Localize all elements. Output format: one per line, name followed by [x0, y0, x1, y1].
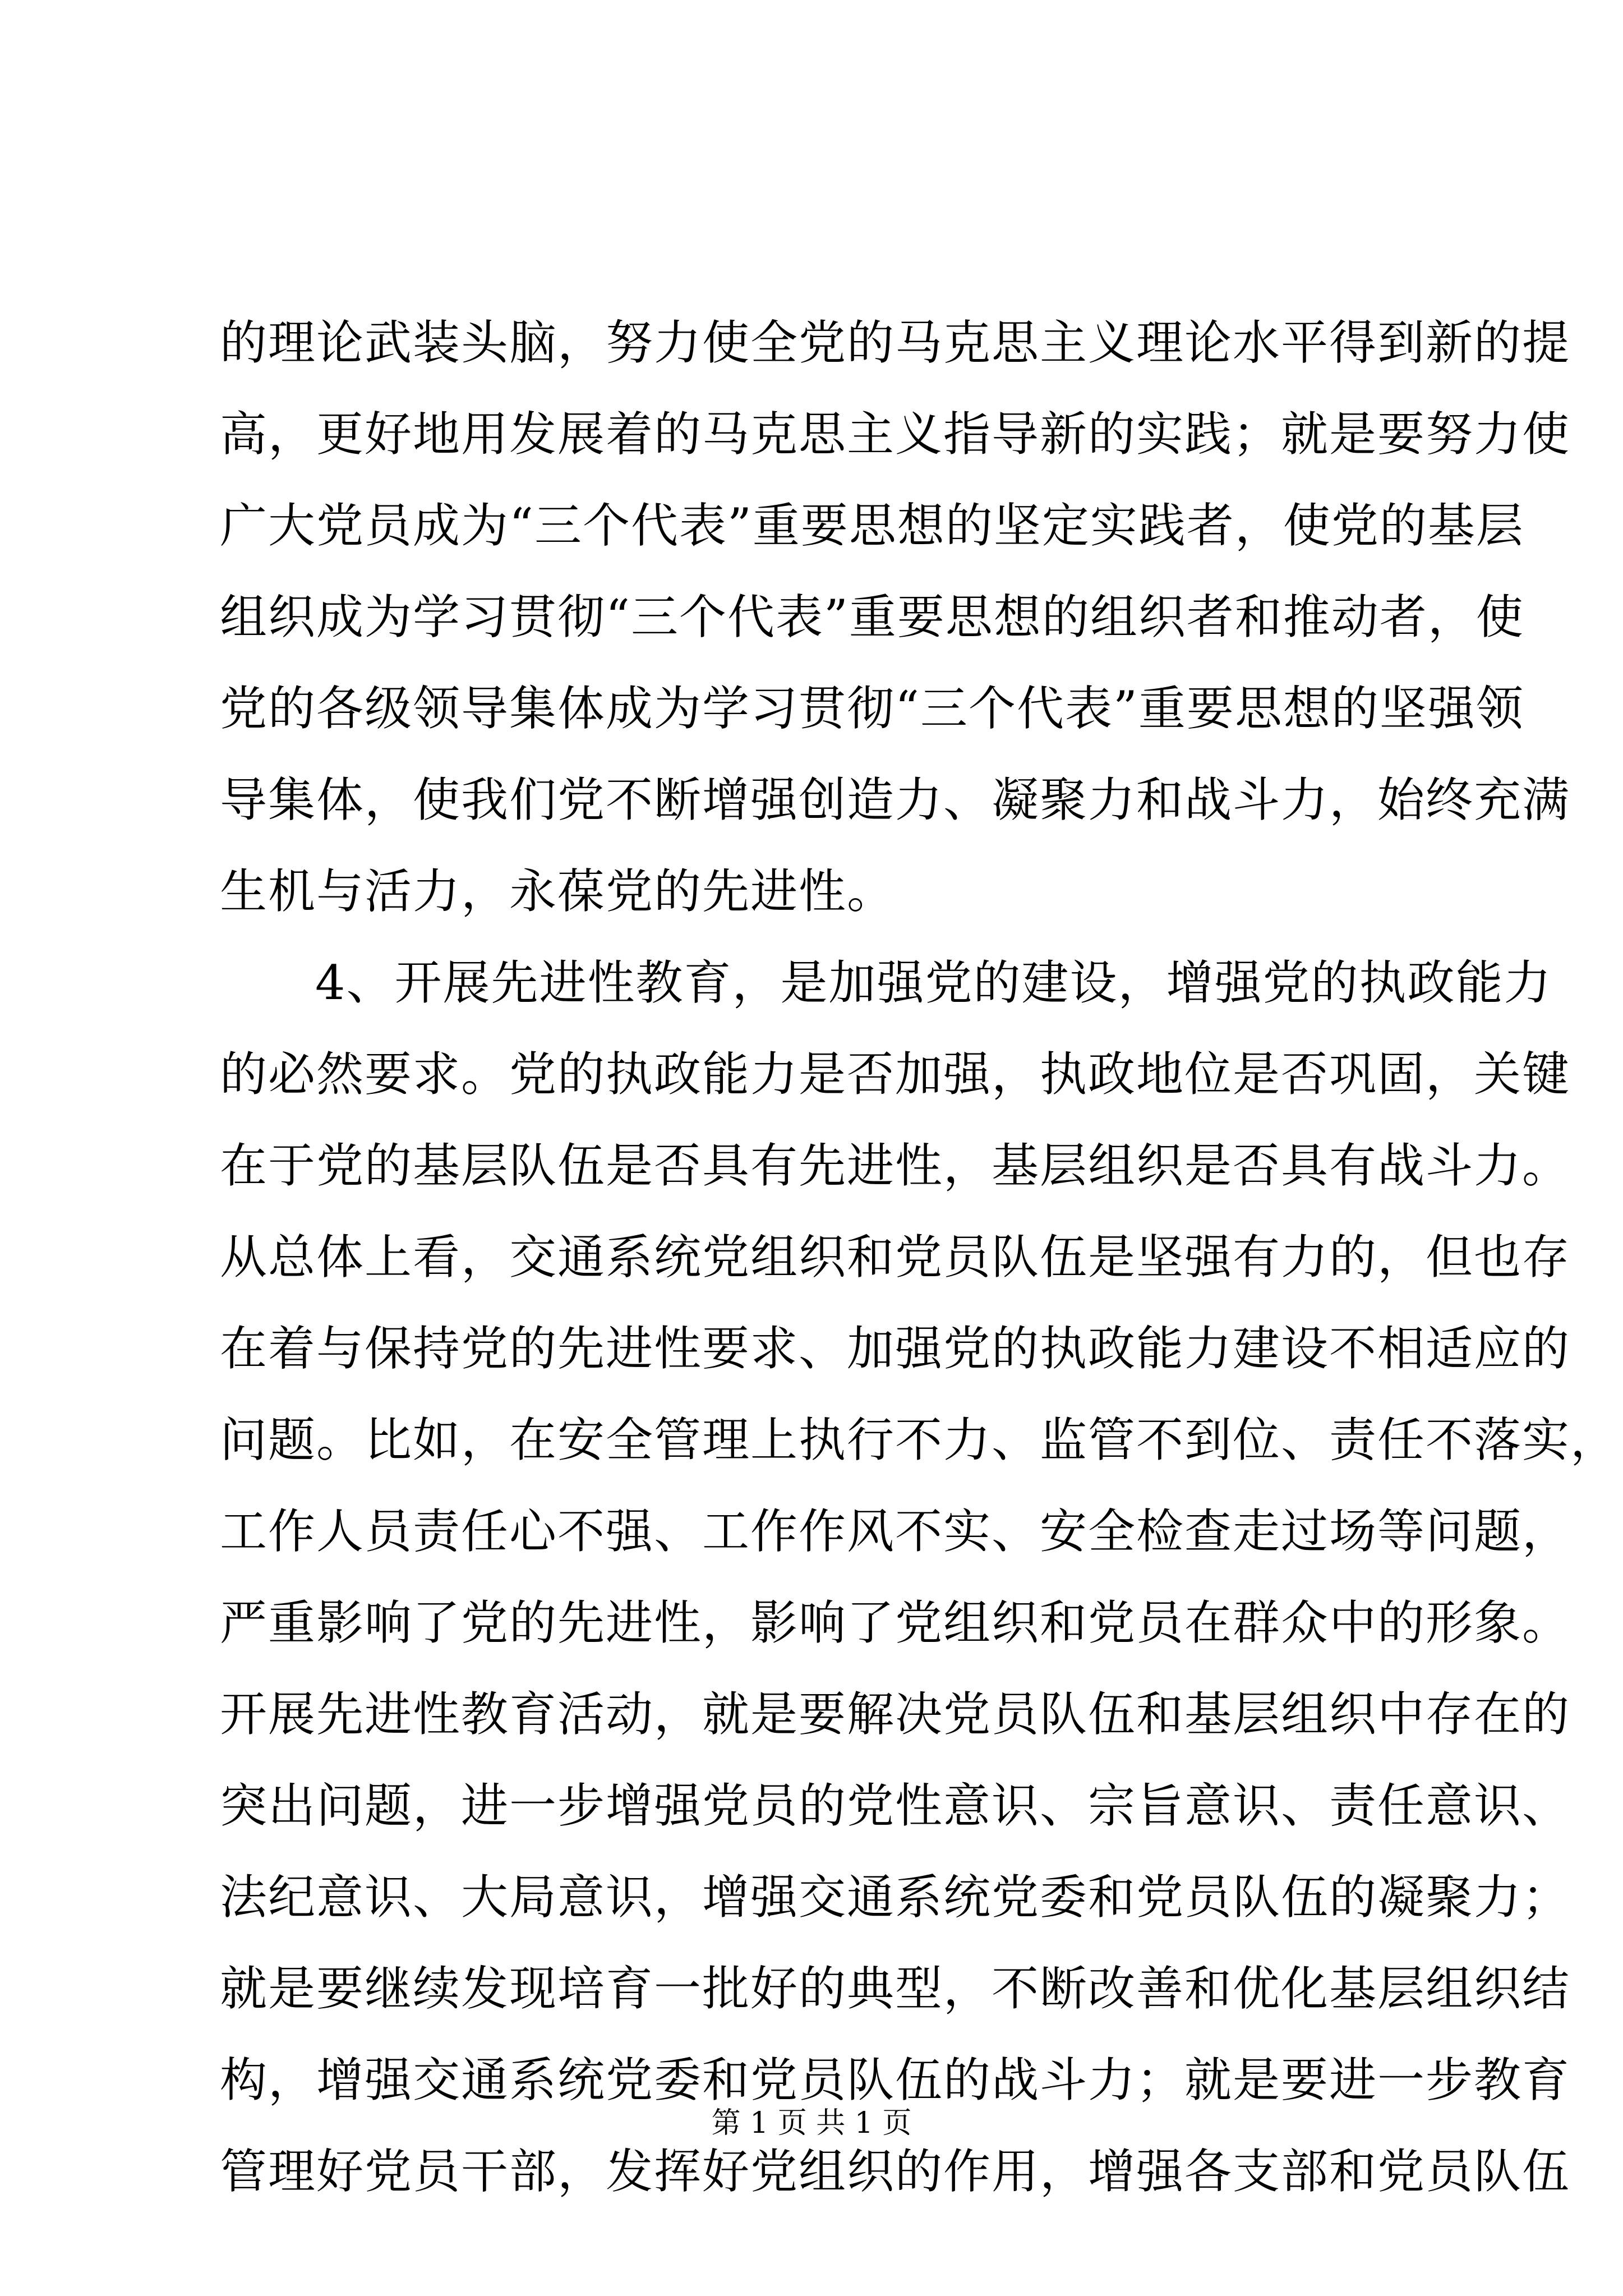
- page-footer: 第 1 页 共 1 页: [711, 2106, 912, 2140]
- text-line: 管理好党员干部，发挥好党组织的作用，增强各支部和党员队伍: [220, 2144, 1571, 2199]
- text-line: 导集体，使我们党不断增强创造力、凝聚力和战斗力，始终充满: [220, 772, 1571, 827]
- text-line: 从总体上看，交通系统党组织和党员队伍是坚强有力的，但也存: [220, 1230, 1571, 1285]
- text-line: 突出问题，进一步增强党员的党性意识、宗旨意识、责任意识、: [220, 1778, 1571, 1833]
- text-line: 在于党的基层队伍是否具有先进性，基层组织是否具有战斗力。: [220, 1138, 1571, 1193]
- text-line: 工作人员责任心不强、工作作风不实、安全检查走过场等问题，: [220, 1504, 1571, 1559]
- text-line: 构，增强交通系统党委和党员队伍的战斗力；就是要进一步教育: [220, 2053, 1571, 2108]
- text-line: 组织成为学习贯彻“三个代表”重要思想的组织者和推动者，使: [220, 590, 1524, 645]
- text-line: 严重影响了党的先进性，影响了党组织和党员在群众中的形象。: [220, 1595, 1571, 1650]
- text-line: 法纪意识、大局意识，增强交通系统党委和党员队伍的凝聚力；: [220, 1870, 1571, 1925]
- text-line: 的理论武装头脑，努力使全党的马克思主义理论水平得到新的提: [220, 315, 1571, 370]
- text-line: 在着与保持党的先进性要求、加强党的执政能力建设不相适应的: [220, 1321, 1571, 1376]
- text-line: 党的各级领导集体成为学习贯彻“三个代表”重要思想的坚强领: [220, 681, 1524, 736]
- text-line: 就是要继续发现培育一批好的典型，不断改善和优化基层组织结: [220, 1961, 1571, 2016]
- text-line: 高，更好地用发展着的马克思主义指导新的实践；就是要努力使: [220, 407, 1571, 462]
- paragraph-start-line: 4、开展先进性教育，是加强党的建设，增强党的执政能力: [315, 955, 1552, 1010]
- body-text: [220, 297, 1619, 2217]
- paragraph-end-line: 生机与活力，永葆党的先进性。: [220, 864, 896, 919]
- text-line: 广大党员成为“三个代表”重要思想的坚定实践者，使党的基层: [220, 498, 1524, 553]
- text-line: 问题。比如，在安全管理上执行不力、监管不到位、责任不落实，: [220, 1412, 1619, 1467]
- text-line: 的必然要求。党的执政能力是否加强，执政地位是否巩固，关键: [220, 1047, 1571, 1102]
- text-line: 开展先进性教育活动，就是要解决党员队伍和基层组织中存在的: [220, 1687, 1571, 1742]
